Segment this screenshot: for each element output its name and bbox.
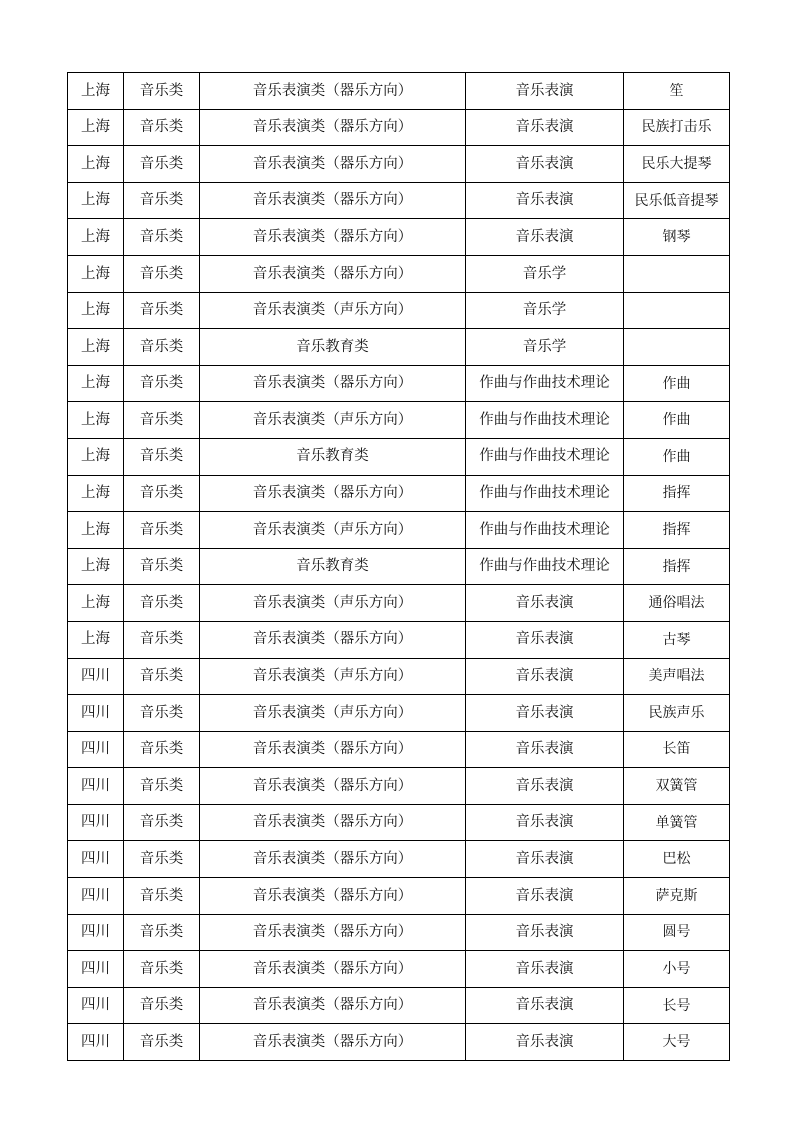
table-row	[68, 255, 730, 292]
major-cell: 音乐学	[466, 292, 624, 329]
exam-type-cell: 音乐表演类（器乐方向）	[200, 951, 466, 988]
category-cell: 音乐类	[124, 329, 200, 366]
exam-type-cell: 音乐表演类（声乐方向）	[200, 695, 466, 732]
category-cell: 音乐类	[124, 731, 200, 768]
exam-type-cell: 音乐表演类（器乐方向）	[200, 255, 466, 292]
exam-type-cell: 音乐表演类（器乐方向）	[200, 182, 466, 219]
province-cell: 上海	[68, 292, 124, 329]
table-row	[68, 768, 730, 805]
major-cell: 音乐表演	[466, 695, 624, 732]
specialty-cell: 民族打击乐	[624, 109, 730, 146]
category-cell: 音乐类	[124, 1024, 200, 1061]
specialty-cell: 指挥	[624, 512, 730, 549]
province-cell: 四川	[68, 804, 124, 841]
major-cell: 音乐学	[466, 255, 624, 292]
specialty-cell: 民乐低音提琴	[624, 182, 730, 219]
major-cell: 音乐表演	[466, 987, 624, 1024]
exam-type-cell: 音乐表演类（器乐方向）	[200, 109, 466, 146]
major-cell: 音乐表演	[466, 585, 624, 622]
table-row	[68, 438, 730, 475]
specialty-cell: 作曲	[624, 402, 730, 439]
specialty-cell: 作曲	[624, 365, 730, 402]
province-cell: 四川	[68, 1024, 124, 1061]
major-cell: 音乐表演	[466, 658, 624, 695]
exam-type-cell: 音乐表演类（声乐方向）	[200, 585, 466, 622]
table-row	[68, 109, 730, 146]
exam-type-cell: 音乐表演类（声乐方向）	[200, 512, 466, 549]
specialty-cell: 单簧管	[624, 804, 730, 841]
table-row	[68, 878, 730, 915]
table-row	[68, 951, 730, 988]
table-row	[68, 292, 730, 329]
province-cell: 上海	[68, 402, 124, 439]
province-cell: 上海	[68, 182, 124, 219]
table-row	[68, 402, 730, 439]
specialty-cell: 民族声乐	[624, 695, 730, 732]
exam-type-cell: 音乐教育类	[200, 438, 466, 475]
major-cell: 音乐表演	[466, 951, 624, 988]
enrollment-table	[67, 72, 730, 1061]
major-cell: 作曲与作曲技术理论	[466, 548, 624, 585]
province-cell: 上海	[68, 585, 124, 622]
table-row	[68, 329, 730, 366]
specialty-cell: 指挥	[624, 475, 730, 512]
category-cell: 音乐类	[124, 365, 200, 402]
specialty-cell: 小号	[624, 951, 730, 988]
table-row	[68, 182, 730, 219]
specialty-cell: 长号	[624, 987, 730, 1024]
category-cell: 音乐类	[124, 475, 200, 512]
exam-type-cell: 音乐表演类（器乐方向）	[200, 731, 466, 768]
province-cell: 四川	[68, 878, 124, 915]
table-row	[68, 731, 730, 768]
table-row	[68, 1024, 730, 1061]
table-row	[68, 658, 730, 695]
province-cell: 上海	[68, 621, 124, 658]
specialty-cell: 作曲	[624, 438, 730, 475]
category-cell: 音乐类	[124, 438, 200, 475]
province-cell: 上海	[68, 512, 124, 549]
specialty-cell: 钢琴	[624, 219, 730, 256]
specialty-cell: 双簧管	[624, 768, 730, 805]
category-cell: 音乐类	[124, 951, 200, 988]
province-cell: 四川	[68, 951, 124, 988]
province-cell: 四川	[68, 841, 124, 878]
category-cell: 音乐类	[124, 255, 200, 292]
exam-type-cell: 音乐表演类（器乐方向）	[200, 73, 466, 110]
major-cell: 音乐表演	[466, 841, 624, 878]
category-cell: 音乐类	[124, 402, 200, 439]
major-cell: 音乐表演	[466, 768, 624, 805]
major-cell: 作曲与作曲技术理论	[466, 402, 624, 439]
exam-type-cell: 音乐教育类	[200, 329, 466, 366]
major-cell: 音乐表演	[466, 731, 624, 768]
exam-type-cell: 音乐表演类（声乐方向）	[200, 292, 466, 329]
specialty-cell: 古琴	[624, 621, 730, 658]
province-cell: 四川	[68, 658, 124, 695]
province-cell: 上海	[68, 329, 124, 366]
major-cell: 作曲与作曲技术理论	[466, 475, 624, 512]
major-cell: 音乐表演	[466, 1024, 624, 1061]
category-cell: 音乐类	[124, 219, 200, 256]
exam-type-cell: 音乐表演类（器乐方向）	[200, 219, 466, 256]
exam-type-cell: 音乐表演类（器乐方向）	[200, 475, 466, 512]
major-cell: 作曲与作曲技术理论	[466, 512, 624, 549]
specialty-cell: 美声唱法	[624, 658, 730, 695]
exam-type-cell: 音乐表演类（器乐方向）	[200, 146, 466, 183]
specialty-cell: 民乐大提琴	[624, 146, 730, 183]
major-cell: 音乐表演	[466, 621, 624, 658]
table-row	[68, 585, 730, 622]
table-row	[68, 548, 730, 585]
major-cell: 音乐表演	[466, 109, 624, 146]
province-cell: 上海	[68, 73, 124, 110]
specialty-cell: 巴松	[624, 841, 730, 878]
province-cell: 上海	[68, 109, 124, 146]
province-cell: 上海	[68, 438, 124, 475]
table-body	[68, 73, 730, 1061]
province-cell: 上海	[68, 255, 124, 292]
specialty-cell	[624, 255, 730, 292]
category-cell: 音乐类	[124, 292, 200, 329]
major-cell: 音乐表演	[466, 219, 624, 256]
major-cell: 作曲与作曲技术理论	[466, 365, 624, 402]
exam-type-cell: 音乐表演类（器乐方向）	[200, 768, 466, 805]
specialty-cell: 通俗唱法	[624, 585, 730, 622]
major-cell: 音乐学	[466, 329, 624, 366]
exam-type-cell: 音乐表演类（器乐方向）	[200, 621, 466, 658]
major-cell: 音乐表演	[466, 914, 624, 951]
specialty-cell	[624, 329, 730, 366]
specialty-cell: 大号	[624, 1024, 730, 1061]
category-cell: 音乐类	[124, 914, 200, 951]
province-cell: 上海	[68, 548, 124, 585]
category-cell: 音乐类	[124, 548, 200, 585]
province-cell: 四川	[68, 987, 124, 1024]
table-row	[68, 841, 730, 878]
province-cell: 四川	[68, 731, 124, 768]
category-cell: 音乐类	[124, 585, 200, 622]
exam-type-cell: 音乐表演类（器乐方向）	[200, 841, 466, 878]
specialty-cell: 指挥	[624, 548, 730, 585]
specialty-cell: 圆号	[624, 914, 730, 951]
table-row	[68, 695, 730, 732]
major-cell: 音乐表演	[466, 182, 624, 219]
category-cell: 音乐类	[124, 878, 200, 915]
category-cell: 音乐类	[124, 621, 200, 658]
specialty-cell: 萨克斯	[624, 878, 730, 915]
table-row	[68, 987, 730, 1024]
table-row	[68, 475, 730, 512]
province-cell: 上海	[68, 146, 124, 183]
province-cell: 上海	[68, 365, 124, 402]
category-cell: 音乐类	[124, 768, 200, 805]
major-cell: 作曲与作曲技术理论	[466, 438, 624, 475]
category-cell: 音乐类	[124, 146, 200, 183]
specialty-cell: 长笛	[624, 731, 730, 768]
category-cell: 音乐类	[124, 109, 200, 146]
exam-type-cell: 音乐表演类（器乐方向）	[200, 914, 466, 951]
category-cell: 音乐类	[124, 987, 200, 1024]
category-cell: 音乐类	[124, 695, 200, 732]
table-row	[68, 621, 730, 658]
exam-type-cell: 音乐表演类（器乐方向）	[200, 987, 466, 1024]
exam-type-cell: 音乐表演类（器乐方向）	[200, 1024, 466, 1061]
category-cell: 音乐类	[124, 658, 200, 695]
exam-type-cell: 音乐表演类（声乐方向）	[200, 402, 466, 439]
category-cell: 音乐类	[124, 182, 200, 219]
category-cell: 音乐类	[124, 73, 200, 110]
exam-type-cell: 音乐表演类（器乐方向）	[200, 878, 466, 915]
specialty-cell: 笙	[624, 73, 730, 110]
province-cell: 上海	[68, 475, 124, 512]
table-row	[68, 146, 730, 183]
exam-type-cell: 音乐表演类（器乐方向）	[200, 804, 466, 841]
exam-type-cell: 音乐表演类（声乐方向）	[200, 658, 466, 695]
major-cell: 音乐表演	[466, 146, 624, 183]
exam-type-cell: 音乐表演类（器乐方向）	[200, 365, 466, 402]
province-cell: 上海	[68, 219, 124, 256]
major-cell: 音乐表演	[466, 73, 624, 110]
province-cell: 四川	[68, 695, 124, 732]
category-cell: 音乐类	[124, 841, 200, 878]
table-row	[68, 804, 730, 841]
category-cell: 音乐类	[124, 512, 200, 549]
table-row	[68, 73, 730, 110]
specialty-cell	[624, 292, 730, 329]
exam-type-cell: 音乐教育类	[200, 548, 466, 585]
category-cell: 音乐类	[124, 804, 200, 841]
major-cell: 音乐表演	[466, 804, 624, 841]
major-cell: 音乐表演	[466, 878, 624, 915]
table-row	[68, 512, 730, 549]
table-row	[68, 914, 730, 951]
province-cell: 四川	[68, 768, 124, 805]
table-row	[68, 219, 730, 256]
table-row	[68, 365, 730, 402]
province-cell: 四川	[68, 914, 124, 951]
